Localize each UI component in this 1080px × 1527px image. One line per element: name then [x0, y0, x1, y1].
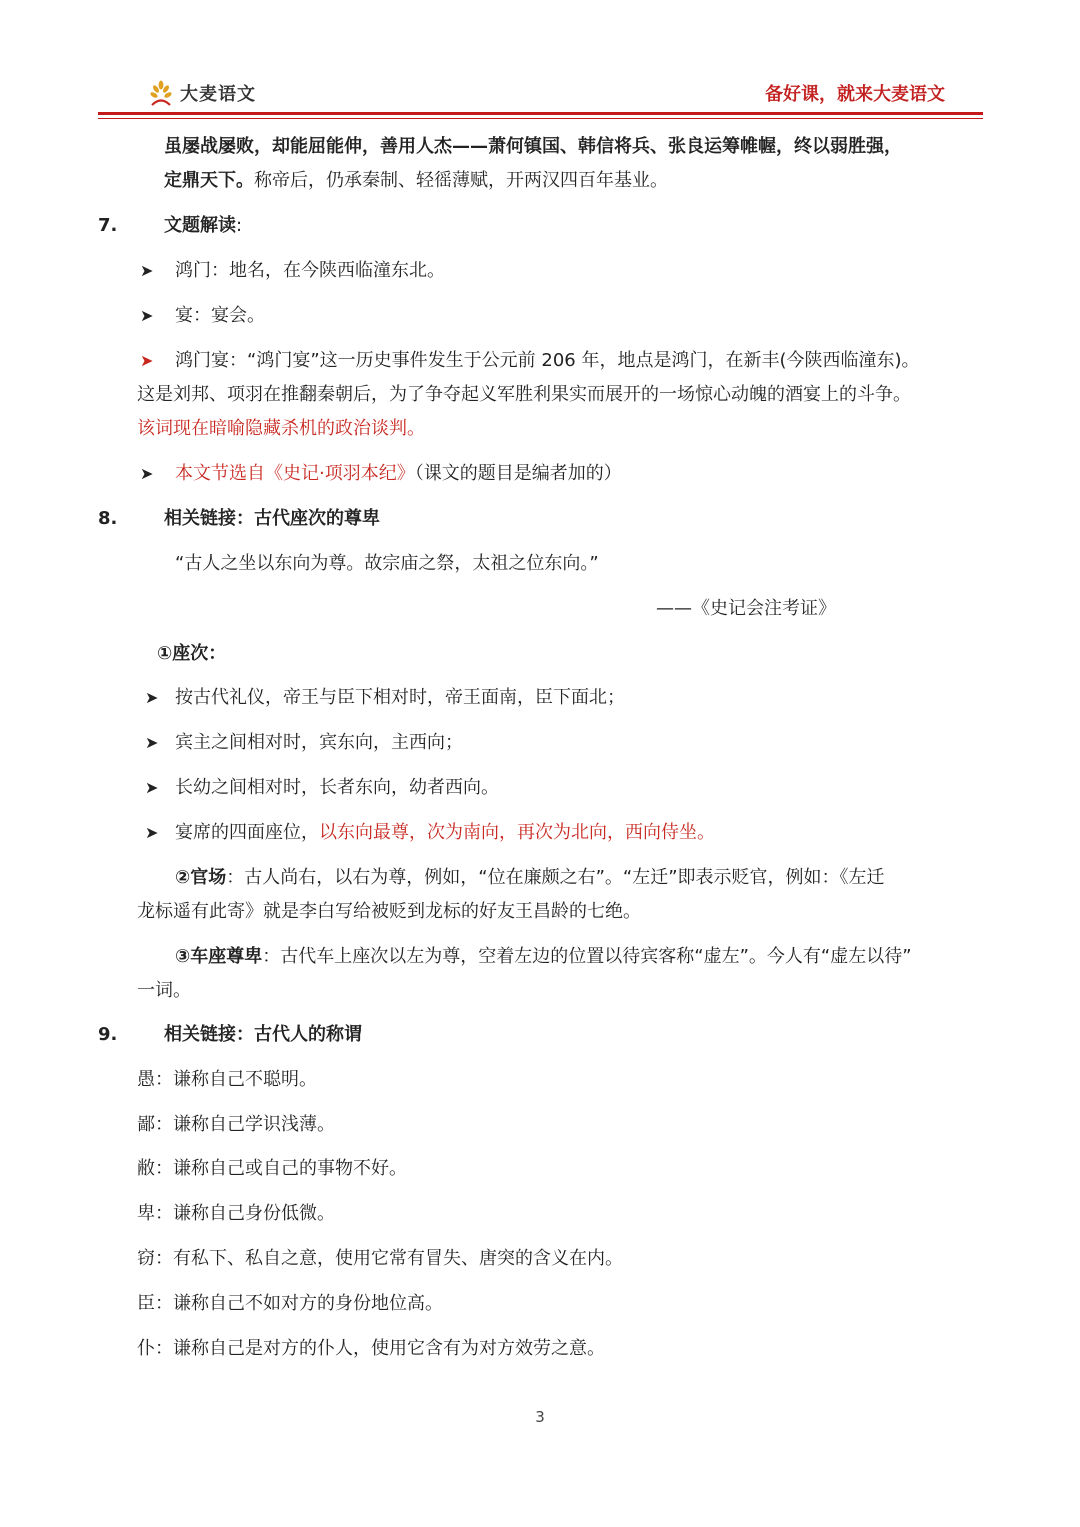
section-7-number: 7.: [98, 215, 118, 236]
header-rule-thin: [98, 118, 983, 119]
s7-bullet-2: 宴：宴会。: [175, 305, 265, 326]
s8-bullet-2: 宾主之间相对时，宾东向，主西向；: [175, 732, 463, 753]
s8-para-2-text: ：古人尚右，以右为尊，例如，“位在廉颇之右”。“左迁”即表示贬官，例如：《左迁: [226, 867, 885, 888]
section-9-number: 9.: [98, 1024, 118, 1045]
section-8-heading: 相关链接：古代座次的尊卑: [164, 508, 380, 529]
s7-bullet-4-red: 本文节选自《史记·项羽本纪》: [175, 463, 415, 484]
s9-list-item: 愚：谦称自己不聪明。: [137, 1069, 317, 1090]
s9-list-item: 仆：谦称自己是对方的仆人，使用它含有为对方效劳之意。: [137, 1338, 605, 1359]
bullet-arrow-icon: ➤: [140, 306, 154, 325]
section-7-heading: [164, 214, 242, 238]
logo: [146, 78, 256, 108]
s8-para-2-line-2: 龙标遥有此寄》就是李白写给被贬到龙标的好友王昌龄的七绝。: [137, 901, 641, 922]
intro-line-2-bold: 定鼎天下。: [164, 170, 254, 191]
s7-bullet-4: [175, 462, 622, 486]
page-number: 3: [535, 1408, 545, 1426]
s8-para-3-line-1: [175, 945, 912, 969]
s9-list-item: 卑：谦称自己身份低微。: [137, 1203, 335, 1224]
bullet-arrow-icon: ➤: [145, 688, 159, 707]
s8-quote-source: ——《史记会注考证》: [656, 598, 836, 619]
s8-para-2-bold: ②官场: [175, 867, 227, 888]
s8-para-3-bold: ③车座尊卑: [175, 946, 263, 967]
intro-line-2-rest: 称帝后，仍承秦制、轻徭薄赋，开两汉四百年基业。: [254, 170, 668, 191]
s8-para-2-line-1: [175, 866, 885, 890]
bullet-arrow-icon: ➤: [145, 823, 159, 842]
s8-bullet-4-red: 以东向最尊，次为南向，再次为北向，西向侍坐。: [319, 822, 715, 843]
s8-quote: “古人之坐以东向为尊。故宗庙之祭，太祖之位东向。”: [175, 553, 599, 574]
s9-list-item: 窃：有私下、私自之意，使用它常有冒失、唐突的含义在内。: [137, 1248, 623, 1269]
bullet-arrow-icon: ➤: [145, 778, 159, 797]
s9-list-item: 鄙：谦称自己学识浅薄。: [137, 1114, 335, 1135]
bullet-arrow-icon: ➤: [140, 464, 154, 483]
s7-bullet-4-rest: （课文的题目是编者加的）: [414, 463, 622, 484]
section-8-number: 8.: [98, 508, 118, 529]
s8-sub-heading-1: ①座次：: [157, 643, 227, 664]
s9-list-item: 臣：谦称自己不如对方的身份地位高。: [137, 1293, 443, 1314]
bullet-arrow-icon: ➤: [140, 261, 154, 280]
s8-bullet-4: [175, 821, 715, 845]
s9-list-item: 敝：谦称自己或自己的事物不好。: [137, 1158, 407, 1179]
header-rule-thick: [98, 112, 983, 115]
s8-bullet-3: 长幼之间相对时，长者东向，幼者西向。: [175, 777, 499, 798]
page-header: [98, 74, 983, 120]
intro-line-2: [164, 169, 668, 193]
s7-bullet-3-line-2: 这是刘邦、项羽在推翻秦朝后，为了争夺起义军胜利果实而展开的一场惊心动魄的酒宴上的斗争。: [137, 384, 911, 405]
bullet-arrow-icon: ➤: [140, 351, 154, 370]
s7-bullet-1: 鸿门：地名，在今陕西临潼东北。: [175, 260, 445, 281]
s8-para-3-text: ：古代车上座次以左为尊，空着左边的位置以待宾客称“虚左”。今人有“虚左以待”: [262, 946, 912, 967]
s7-bullet-3-line-3: 该词现在暗喻隐藏杀机的政治谈判。: [137, 418, 425, 439]
logo-text: 大麦语文: [180, 84, 256, 105]
wheat-ear-icon: [146, 78, 176, 108]
s8-para-3-line-2: 一词。: [137, 980, 191, 1001]
section-7-heading-colon: :: [236, 215, 243, 236]
s8-bullet-1: 按古代礼仪，帝王与臣下相对时，帝王面南，臣下面北；: [175, 687, 625, 708]
section-9-heading: 相关链接：古代人的称谓: [164, 1024, 362, 1045]
intro-line-1: 虽屡战屡败，却能屈能伸，善用人杰——萧何镇国、韩信将兵、张良运筹帷幄，终以弱胜强，: [164, 136, 902, 157]
section-7-heading-text: 文题解读: [164, 215, 236, 236]
s8-bullet-4-black: 宴席的四面座位，: [175, 822, 319, 843]
header-slogan: 备好课，就来大麦语文: [765, 84, 945, 105]
bullet-arrow-icon: ➤: [145, 733, 159, 752]
s7-bullet-3-line-1: 鸿门宴：“鸿门宴”这一历史事件发生于公元前 206 年，地点是鸿门，在新丰(今陕西临潼东)。: [175, 350, 920, 371]
